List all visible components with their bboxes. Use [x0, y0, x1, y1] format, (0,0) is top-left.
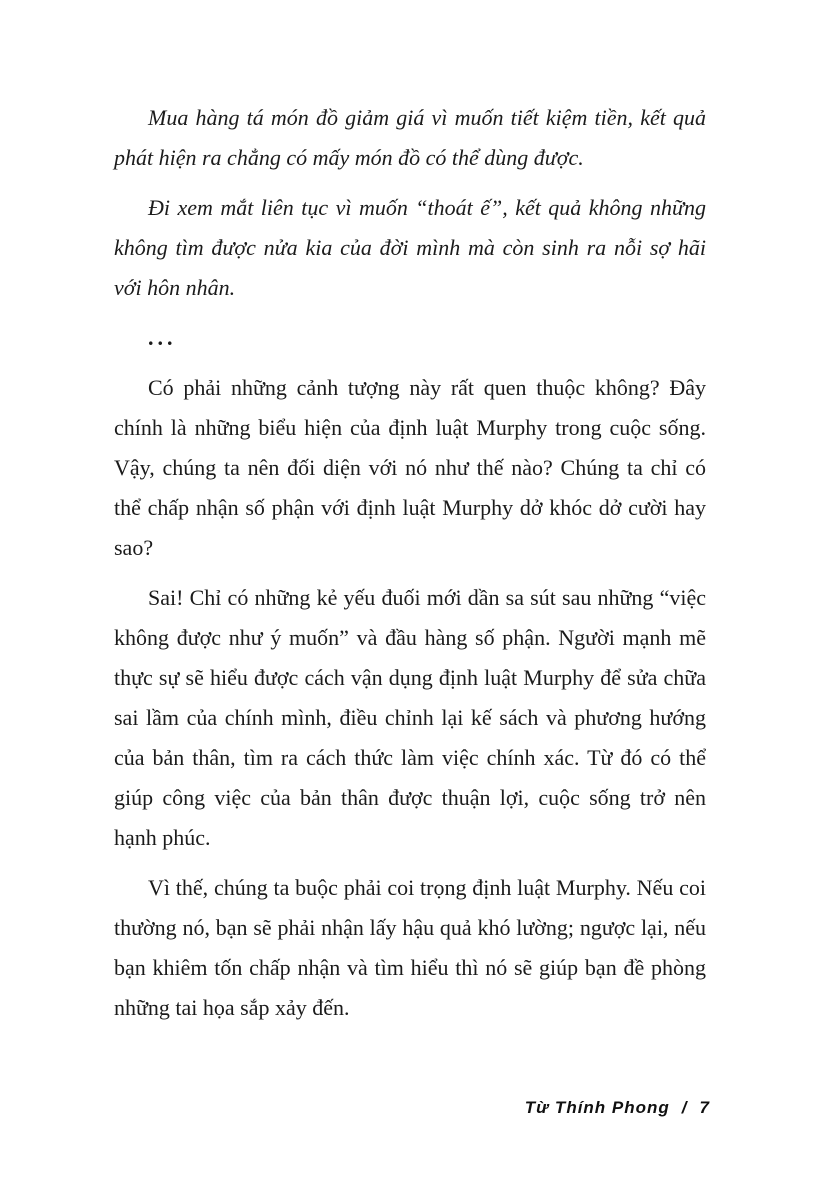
- paragraph-quote-2: Đi xem mắt liên tục vì muốn “thoát ế”, kết quả không những không tìm được nửa kia của đời mình mà còn sinh ra nỗi sợ hãi với hôn nhân.: [114, 195, 706, 300]
- footer-separator: /: [681, 1098, 688, 1117]
- paragraph-ellipsis: ...: [148, 325, 177, 350]
- paragraph-body-3: Vì thế, chúng ta buộc phải coi trọng định luật Murphy. Nếu coi thường nó, bạn sẽ phải nhận lấy hậu quả khó lường; ngược lại, nếu bạn khiêm tốn chấp nhận và tìm hiểu thì nó sẽ giúp bạn đề phòng những tai họa sắp xảy đến.: [114, 875, 706, 1020]
- footer-author: Từ Thính Phong: [524, 1098, 670, 1117]
- page-footer: [525, 1098, 710, 1118]
- paragraph-body-2: Sai! Chỉ có những kẻ yếu đuối mới dần sa sút sau những “việc không được như ý muốn” và đầu hàng số phận. Người mạnh mẽ thực sự sẽ hiểu được cách vận dụng định luật Murphy để sửa chữa sai lầm của chính mình, điều chỉnh lại kế sách và phương hướng của bản thân, tìm ra cách thức làm việc chính xác. Từ đó có thể giúp công việc của bản thân được thuận lợi, cuộc sống trở nên hạnh phúc.: [114, 585, 706, 850]
- page-body-text: [114, 98, 706, 1038]
- paragraph-body-1: Có phải những cảnh tượng này rất quen thuộc không? Đây chính là những biểu hiện của định luật Murphy trong cuộc sống. Vậy, chúng ta nên đối diện với nó như thế nào? Chúng ta chỉ có thể chấp nhận số phận với định luật Murphy dở khóc dở cười hay sao?: [114, 375, 706, 560]
- footer-page-number: 7: [699, 1098, 710, 1117]
- paragraph-quote-1: Mua hàng tá món đồ giảm giá vì muốn tiết kiệm tiền, kết quả phát hiện ra chẳng có mấy món đồ có thể dùng được.: [114, 105, 706, 170]
